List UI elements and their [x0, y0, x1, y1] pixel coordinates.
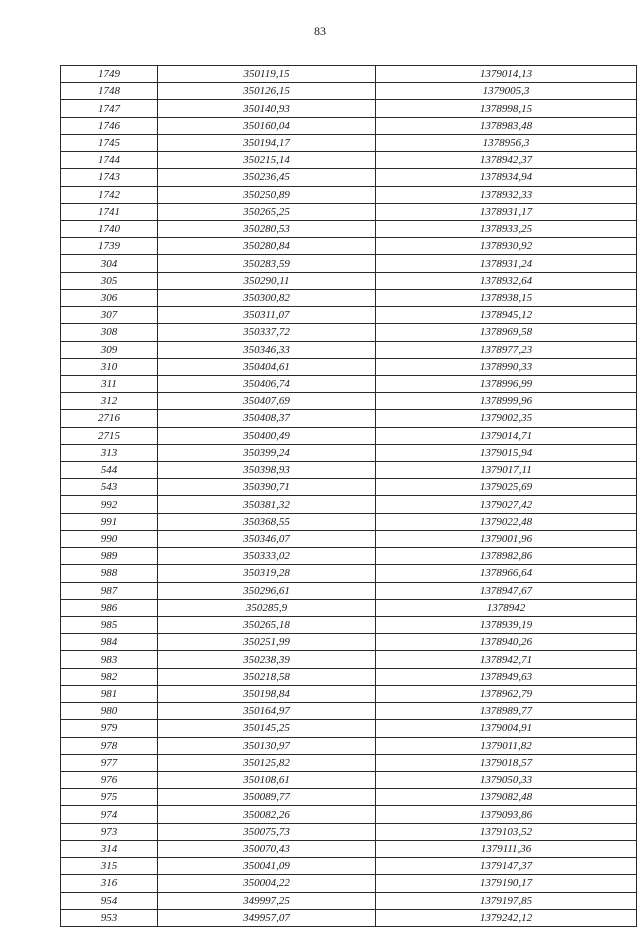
table-row — [61, 83, 637, 100]
y-coordinate-cell: 1379001,96 — [376, 530, 637, 547]
y-coordinate-cell: 1379190,17 — [376, 875, 637, 892]
point-number-cell: 980 — [61, 703, 158, 720]
point-number-cell: 2716 — [61, 410, 158, 427]
y-coordinate-cell: 1378966,64 — [376, 565, 637, 582]
x-coordinate-cell: 350285,9 — [158, 599, 376, 616]
table-row — [61, 341, 637, 358]
x-coordinate-cell: 350145,25 — [158, 720, 376, 737]
x-coordinate-cell: 349957,07 — [158, 909, 376, 926]
x-coordinate-cell: 350404,61 — [158, 358, 376, 375]
x-coordinate-cell: 350398,93 — [158, 462, 376, 479]
y-coordinate-cell: 1379111,36 — [376, 840, 637, 857]
table-row — [61, 272, 637, 289]
point-number-cell: 981 — [61, 685, 158, 702]
point-number-cell: 987 — [61, 582, 158, 599]
y-coordinate-cell: 1378945,12 — [376, 307, 637, 324]
table-row — [61, 255, 637, 272]
point-number-cell: 979 — [61, 720, 158, 737]
point-number-cell: 315 — [61, 858, 158, 875]
point-number-cell: 307 — [61, 307, 158, 324]
y-coordinate-cell: 1378942 — [376, 599, 637, 616]
x-coordinate-cell: 350265,18 — [158, 617, 376, 634]
table-row — [61, 617, 637, 634]
table-row — [61, 307, 637, 324]
table-row — [61, 479, 637, 496]
table-row — [61, 599, 637, 616]
point-number-cell: 316 — [61, 875, 158, 892]
table-row — [61, 117, 637, 134]
table-row — [61, 703, 637, 720]
table-row — [61, 530, 637, 547]
table-row — [61, 685, 637, 702]
table-row — [61, 289, 637, 306]
table-row — [61, 152, 637, 169]
table-row — [61, 358, 637, 375]
table-row — [61, 806, 637, 823]
point-number-cell: 1748 — [61, 83, 158, 100]
y-coordinate-cell: 1378942,71 — [376, 651, 637, 668]
x-coordinate-cell: 350390,71 — [158, 479, 376, 496]
point-number-cell: 992 — [61, 496, 158, 513]
y-coordinate-cell: 1379005,3 — [376, 83, 637, 100]
table-row — [61, 668, 637, 685]
point-number-cell: 986 — [61, 599, 158, 616]
x-coordinate-cell: 350070,43 — [158, 840, 376, 857]
x-coordinate-cell: 350082,26 — [158, 806, 376, 823]
y-coordinate-cell: 1378939,19 — [376, 617, 637, 634]
table-row — [61, 789, 637, 806]
point-number-cell: 991 — [61, 513, 158, 530]
point-number-cell: 305 — [61, 272, 158, 289]
y-coordinate-cell: 1379050,33 — [376, 771, 637, 788]
x-coordinate-cell: 350290,11 — [158, 272, 376, 289]
table-row — [61, 720, 637, 737]
y-coordinate-cell: 1378996,99 — [376, 375, 637, 392]
y-coordinate-cell: 1378956,3 — [376, 134, 637, 151]
table-row — [61, 771, 637, 788]
table-row — [61, 393, 637, 410]
table-row — [61, 651, 637, 668]
point-number-cell: 989 — [61, 548, 158, 565]
point-number-cell: 990 — [61, 530, 158, 547]
point-number-cell: 977 — [61, 754, 158, 771]
x-coordinate-cell: 350164,97 — [158, 703, 376, 720]
x-coordinate-cell: 350075,73 — [158, 823, 376, 840]
table-row — [61, 565, 637, 582]
y-coordinate-cell: 1378932,33 — [376, 186, 637, 203]
table-row — [61, 238, 637, 255]
point-number-cell: 978 — [61, 737, 158, 754]
coordinates-table — [60, 65, 637, 927]
table-row — [61, 858, 637, 875]
x-coordinate-cell: 350125,82 — [158, 754, 376, 771]
table-row — [61, 909, 637, 926]
x-coordinate-cell: 350218,58 — [158, 668, 376, 685]
coordinates-table-body — [61, 66, 637, 927]
table-row — [61, 823, 637, 840]
x-coordinate-cell: 349997,25 — [158, 892, 376, 909]
x-coordinate-cell: 350130,97 — [158, 737, 376, 754]
x-coordinate-cell: 350004,22 — [158, 875, 376, 892]
x-coordinate-cell: 350346,33 — [158, 341, 376, 358]
y-coordinate-cell: 1378938,15 — [376, 289, 637, 306]
x-coordinate-cell: 350400,49 — [158, 427, 376, 444]
y-coordinate-cell: 1379197,85 — [376, 892, 637, 909]
point-number-cell: 954 — [61, 892, 158, 909]
table-row — [61, 169, 637, 186]
x-coordinate-cell: 350407,69 — [158, 393, 376, 410]
point-number-cell: 975 — [61, 789, 158, 806]
x-coordinate-cell: 350280,53 — [158, 220, 376, 237]
x-coordinate-cell: 350283,59 — [158, 255, 376, 272]
x-coordinate-cell: 350337,72 — [158, 324, 376, 341]
x-coordinate-cell: 350333,02 — [158, 548, 376, 565]
point-number-cell: 311 — [61, 375, 158, 392]
point-number-cell: 976 — [61, 771, 158, 788]
x-coordinate-cell: 350381,32 — [158, 496, 376, 513]
table-row — [61, 186, 637, 203]
y-coordinate-cell: 1379014,13 — [376, 66, 637, 83]
y-coordinate-cell: 1378930,92 — [376, 238, 637, 255]
point-number-cell: 1747 — [61, 100, 158, 117]
x-coordinate-cell: 350194,17 — [158, 134, 376, 151]
point-number-cell: 310 — [61, 358, 158, 375]
x-coordinate-cell: 350198,84 — [158, 685, 376, 702]
point-number-cell: 308 — [61, 324, 158, 341]
y-coordinate-cell: 1379002,35 — [376, 410, 637, 427]
table-row — [61, 513, 637, 530]
x-coordinate-cell: 350319,28 — [158, 565, 376, 582]
x-coordinate-cell: 350346,07 — [158, 530, 376, 547]
x-coordinate-cell: 350251,99 — [158, 634, 376, 651]
point-number-cell: 1749 — [61, 66, 158, 83]
y-coordinate-cell: 1378977,23 — [376, 341, 637, 358]
point-number-cell: 1745 — [61, 134, 158, 151]
y-coordinate-cell: 1378947,67 — [376, 582, 637, 599]
point-number-cell: 1744 — [61, 152, 158, 169]
point-number-cell: 1746 — [61, 117, 158, 134]
x-coordinate-cell: 350160,04 — [158, 117, 376, 134]
y-coordinate-cell: 1379025,69 — [376, 479, 637, 496]
y-coordinate-cell: 1378940,26 — [376, 634, 637, 651]
point-number-cell: 313 — [61, 444, 158, 461]
point-number-cell: 988 — [61, 565, 158, 582]
y-coordinate-cell: 1378932,64 — [376, 272, 637, 289]
x-coordinate-cell: 350236,45 — [158, 169, 376, 186]
table-row — [61, 548, 637, 565]
table-row — [61, 410, 637, 427]
y-coordinate-cell: 1378990,33 — [376, 358, 637, 375]
table-row — [61, 427, 637, 444]
y-coordinate-cell: 1379004,91 — [376, 720, 637, 737]
x-coordinate-cell: 350408,37 — [158, 410, 376, 427]
y-coordinate-cell: 1378931,24 — [376, 255, 637, 272]
point-number-cell: 1742 — [61, 186, 158, 203]
y-coordinate-cell: 1379103,52 — [376, 823, 637, 840]
table-row — [61, 462, 637, 479]
y-coordinate-cell: 1379093,86 — [376, 806, 637, 823]
y-coordinate-cell: 1379022,48 — [376, 513, 637, 530]
point-number-cell: 983 — [61, 651, 158, 668]
point-number-cell: 544 — [61, 462, 158, 479]
y-coordinate-cell: 1378949,63 — [376, 668, 637, 685]
x-coordinate-cell: 350108,61 — [158, 771, 376, 788]
y-coordinate-cell: 1379015,94 — [376, 444, 637, 461]
x-coordinate-cell: 350368,55 — [158, 513, 376, 530]
y-coordinate-cell: 1379242,12 — [376, 909, 637, 926]
point-number-cell: 309 — [61, 341, 158, 358]
point-number-cell: 314 — [61, 840, 158, 857]
point-number-cell: 2715 — [61, 427, 158, 444]
y-coordinate-cell: 1378982,86 — [376, 548, 637, 565]
table-row — [61, 892, 637, 909]
y-coordinate-cell: 1378999,96 — [376, 393, 637, 410]
y-coordinate-cell: 1378969,58 — [376, 324, 637, 341]
y-coordinate-cell: 1379011,82 — [376, 737, 637, 754]
x-coordinate-cell: 350119,15 — [158, 66, 376, 83]
point-number-cell: 1743 — [61, 169, 158, 186]
page-number: 83 — [314, 24, 326, 38]
y-coordinate-cell: 1378933,25 — [376, 220, 637, 237]
point-number-cell: 312 — [61, 393, 158, 410]
point-number-cell: 1739 — [61, 238, 158, 255]
table-row — [61, 100, 637, 117]
y-coordinate-cell: 1379018,57 — [376, 754, 637, 771]
x-coordinate-cell: 350215,14 — [158, 152, 376, 169]
table-row — [61, 324, 637, 341]
table-row — [61, 875, 637, 892]
table-row — [61, 840, 637, 857]
point-number-cell: 974 — [61, 806, 158, 823]
y-coordinate-cell: 1378931,17 — [376, 203, 637, 220]
x-coordinate-cell: 350399,24 — [158, 444, 376, 461]
table-row — [61, 203, 637, 220]
table-row — [61, 66, 637, 83]
x-coordinate-cell: 350406,74 — [158, 375, 376, 392]
x-coordinate-cell: 350126,15 — [158, 83, 376, 100]
y-coordinate-cell: 1378934,94 — [376, 169, 637, 186]
table-row — [61, 444, 637, 461]
point-number-cell: 1740 — [61, 220, 158, 237]
point-number-cell: 304 — [61, 255, 158, 272]
point-number-cell: 306 — [61, 289, 158, 306]
x-coordinate-cell: 350311,07 — [158, 307, 376, 324]
point-number-cell: 543 — [61, 479, 158, 496]
y-coordinate-cell: 1378942,37 — [376, 152, 637, 169]
x-coordinate-cell: 350296,61 — [158, 582, 376, 599]
table-row — [61, 496, 637, 513]
table-row — [61, 134, 637, 151]
y-coordinate-cell: 1378983,48 — [376, 117, 637, 134]
x-coordinate-cell: 350250,89 — [158, 186, 376, 203]
point-number-cell: 984 — [61, 634, 158, 651]
y-coordinate-cell: 1378998,15 — [376, 100, 637, 117]
point-number-cell: 985 — [61, 617, 158, 634]
y-coordinate-cell: 1379027,42 — [376, 496, 637, 513]
table-row — [61, 220, 637, 237]
table-row — [61, 737, 637, 754]
y-coordinate-cell: 1378962,79 — [376, 685, 637, 702]
x-coordinate-cell: 350265,25 — [158, 203, 376, 220]
x-coordinate-cell: 350140,93 — [158, 100, 376, 117]
x-coordinate-cell: 350238,39 — [158, 651, 376, 668]
x-coordinate-cell: 350041,09 — [158, 858, 376, 875]
x-coordinate-cell: 350280,84 — [158, 238, 376, 255]
table-row — [61, 754, 637, 771]
point-number-cell: 1741 — [61, 203, 158, 220]
table-row — [61, 375, 637, 392]
y-coordinate-cell: 1379147,37 — [376, 858, 637, 875]
table-row — [61, 634, 637, 651]
x-coordinate-cell: 350089,77 — [158, 789, 376, 806]
y-coordinate-cell: 1379082,48 — [376, 789, 637, 806]
point-number-cell: 973 — [61, 823, 158, 840]
table-row — [61, 582, 637, 599]
point-number-cell: 953 — [61, 909, 158, 926]
point-number-cell: 982 — [61, 668, 158, 685]
y-coordinate-cell: 1379017,11 — [376, 462, 637, 479]
y-coordinate-cell: 1378989,77 — [376, 703, 637, 720]
x-coordinate-cell: 350300,82 — [158, 289, 376, 306]
y-coordinate-cell: 1379014,71 — [376, 427, 637, 444]
